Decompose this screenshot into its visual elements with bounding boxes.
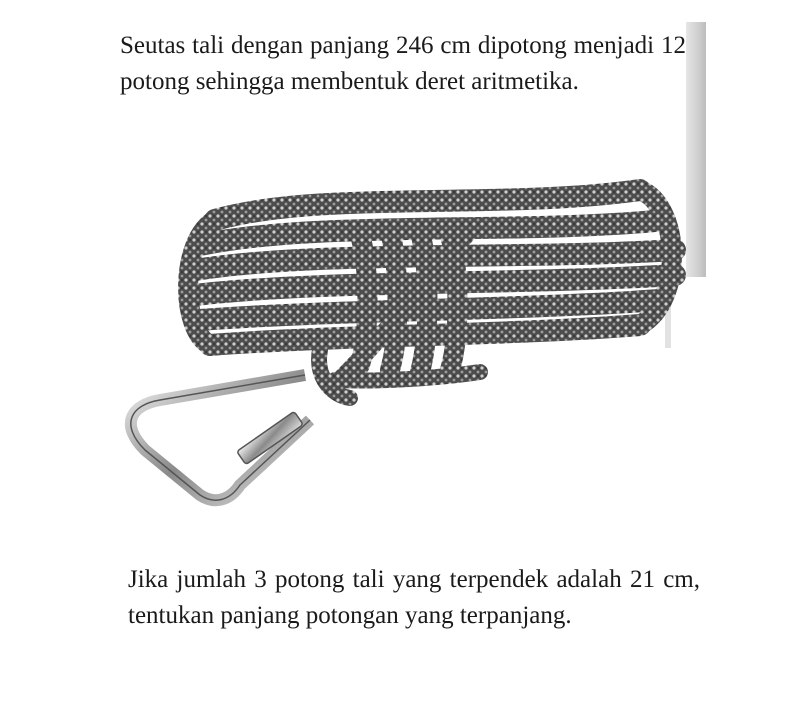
problem-intro-text: Seutas tali dengan panjang 246 cm dipotong menjadi 12 potong sehingga membentuk deret aritmetika.: [120, 32, 686, 95]
rope-coil: [188, 190, 675, 398]
problem-question-text: Jika jumlah 3 potong tali yang terpendek adalah 21 cm, tentukan panjang potongan yang terpanjang.: [128, 566, 700, 629]
carabiner-icon: [131, 375, 310, 500]
rope-illustration: [120, 150, 690, 510]
